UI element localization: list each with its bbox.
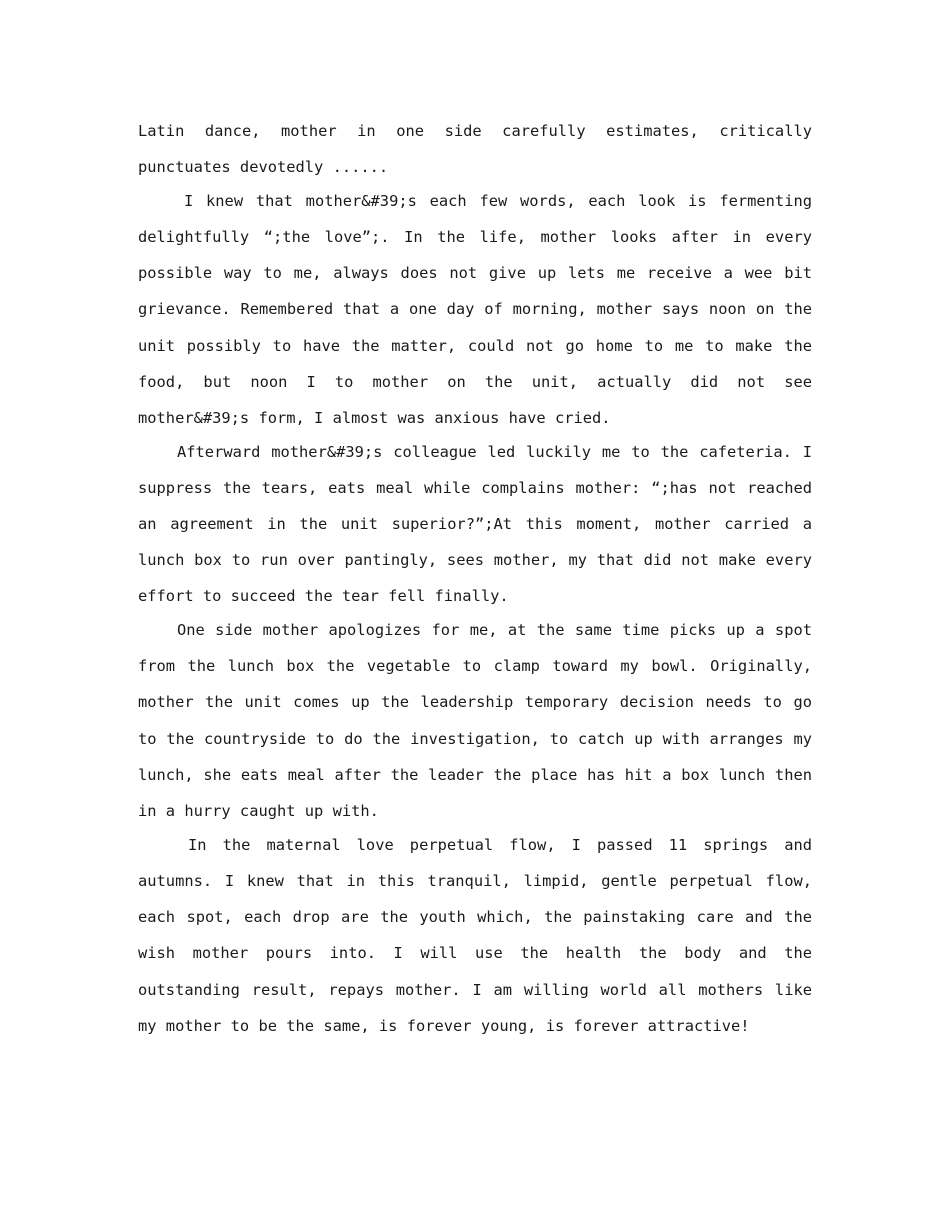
- paragraph-4: One side mother apologizes for me, at the same time picks up a spot from the lunch box the vegetable to clamp toward my bowl. Originally, mother the unit comes up the leadership temporary decision needs to go to the countryside to do the investigation, to catch up with arranges my lunch, she eats meal after the leader the place has hit a box lunch then in a hurry caught up with.: [138, 621, 812, 821]
- paragraph-2: I knew that mother&#39;s each few words, each look is fermenting delightfully “;the love”;. In the life, mother looks after in every possible way to me, always does not give up lets me receive a wee bit grievance. Remembered that a one day of morning, mother says noon on the unit possibly to have the matter, could not go home to me to make the food, but noon I to mother on the unit, actually did not see mother&#39;s form, I almost was anxious have cried.: [138, 191, 812, 428]
- paragraph-1: Latin dance, mother in one side carefully estimates, critically punctuates devotedly ......: [138, 122, 812, 177]
- document-body: [138, 113, 812, 1041]
- paragraph-3: Afterward mother&#39;s colleague led luckily me to the cafeteria. I suppress the tears, eats meal while complains mother: “;has not reached an agreement in the unit superior?”;At this moment, mother carried a lunch box to run over pantingly, sees mother, my that did not make every effort to succeed the tear fell finally.: [138, 442, 812, 606]
- paragraph-5: In the maternal love perpetual flow, I passed 11 springs and autumns. I knew that in this tranquil, limpid, gentle perpetual flow, each spot, each drop are the youth which, the painstaking care and the wish mother pours into. I will use the health the body and the outstanding result, repays mother. I am willing world all mothers like my mother to be the same, is forever young, is forever attractive!: [138, 835, 812, 1035]
